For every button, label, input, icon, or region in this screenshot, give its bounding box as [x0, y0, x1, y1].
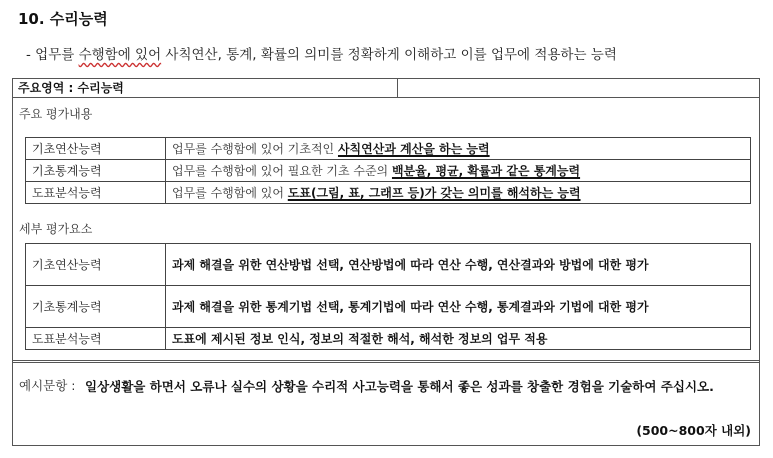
row-label: 기초통계능력: [26, 286, 166, 328]
row-label: 기초연산능력: [26, 138, 166, 160]
table-row: [26, 286, 751, 328]
table-row: [26, 138, 751, 160]
row-plain-text: 업무를 수행함에 있어 기초적인: [172, 142, 338, 156]
row-content: 과제 해결을 위한 연산방법 선택, 연산방법에 따라 연산 수행, 연산결과와 방법에 대한 평가: [166, 244, 751, 286]
competency-description: [26, 43, 766, 63]
detail-elements-table: [25, 243, 751, 350]
row-content: [166, 138, 751, 160]
section-main-evaluation-title: 주요 평가내용: [19, 107, 93, 121]
table-row: [26, 182, 751, 204]
row-content: 과제 해결을 위한 통계기법 선택, 통계기법에 따라 연산 수행, 통계결과와 기법에 대한 평가: [166, 286, 751, 328]
example-question: 일상생활을 하면서 오류나 실수의 상황을 수리적 사고능력을 통해서 좋은 성과를 창출한 경험을 기술하여 주십시오.: [85, 379, 714, 394]
row-label: 도표분석능력: [26, 328, 166, 350]
main-evaluation-table: [25, 137, 751, 204]
row-emphasis-text: 도표(그림, 표, 그래프 등)가 갖는 의미를 해석하는 능력: [287, 186, 581, 200]
example-label: 예시문항 :: [19, 378, 76, 393]
row-plain-text: 업무를 수행함에 있어 필요한 기초 수준의: [172, 164, 392, 178]
row-label: 도표분석능력: [26, 182, 166, 204]
box-header: [13, 79, 759, 98]
row-content: [166, 160, 751, 182]
row-emphasis-text: 사칙연산과 계산을 하는 능력: [337, 142, 490, 156]
section-divider: [13, 360, 759, 363]
row-content: 도표에 제시된 정보 인식, 정보의 적절한 해석, 해석한 정보의 업무 적용: [166, 328, 751, 350]
length-limit: (500~800자 내외): [636, 423, 751, 438]
description-suffix: 사칙연산, 통계, 확률의 의미를 정확하게 이해하고 이를 업무에 적용하는 능력: [161, 47, 617, 63]
row-label: 기초연산능력: [26, 244, 166, 286]
row-plain-text: 업무를 수행함에 있어: [172, 186, 288, 200]
competency-box: [12, 78, 760, 446]
table-row: [26, 328, 751, 350]
row-label: 기초통계능력: [26, 160, 166, 182]
section-title: 10. 수리능력: [18, 10, 108, 28]
table-row: [26, 244, 751, 286]
description-underlined: 수행함에 있어: [78, 47, 162, 63]
section-detail-elements-title: 세부 평가요소: [19, 222, 93, 236]
row-content: [166, 182, 751, 204]
table-row: [26, 160, 751, 182]
description-prefix: - 업무를: [26, 47, 79, 63]
row-emphasis-text: 백분율, 평균, 확률과 같은 통계능력: [391, 164, 581, 178]
main-area-label: 주요영역 : 수리능력: [13, 79, 398, 97]
